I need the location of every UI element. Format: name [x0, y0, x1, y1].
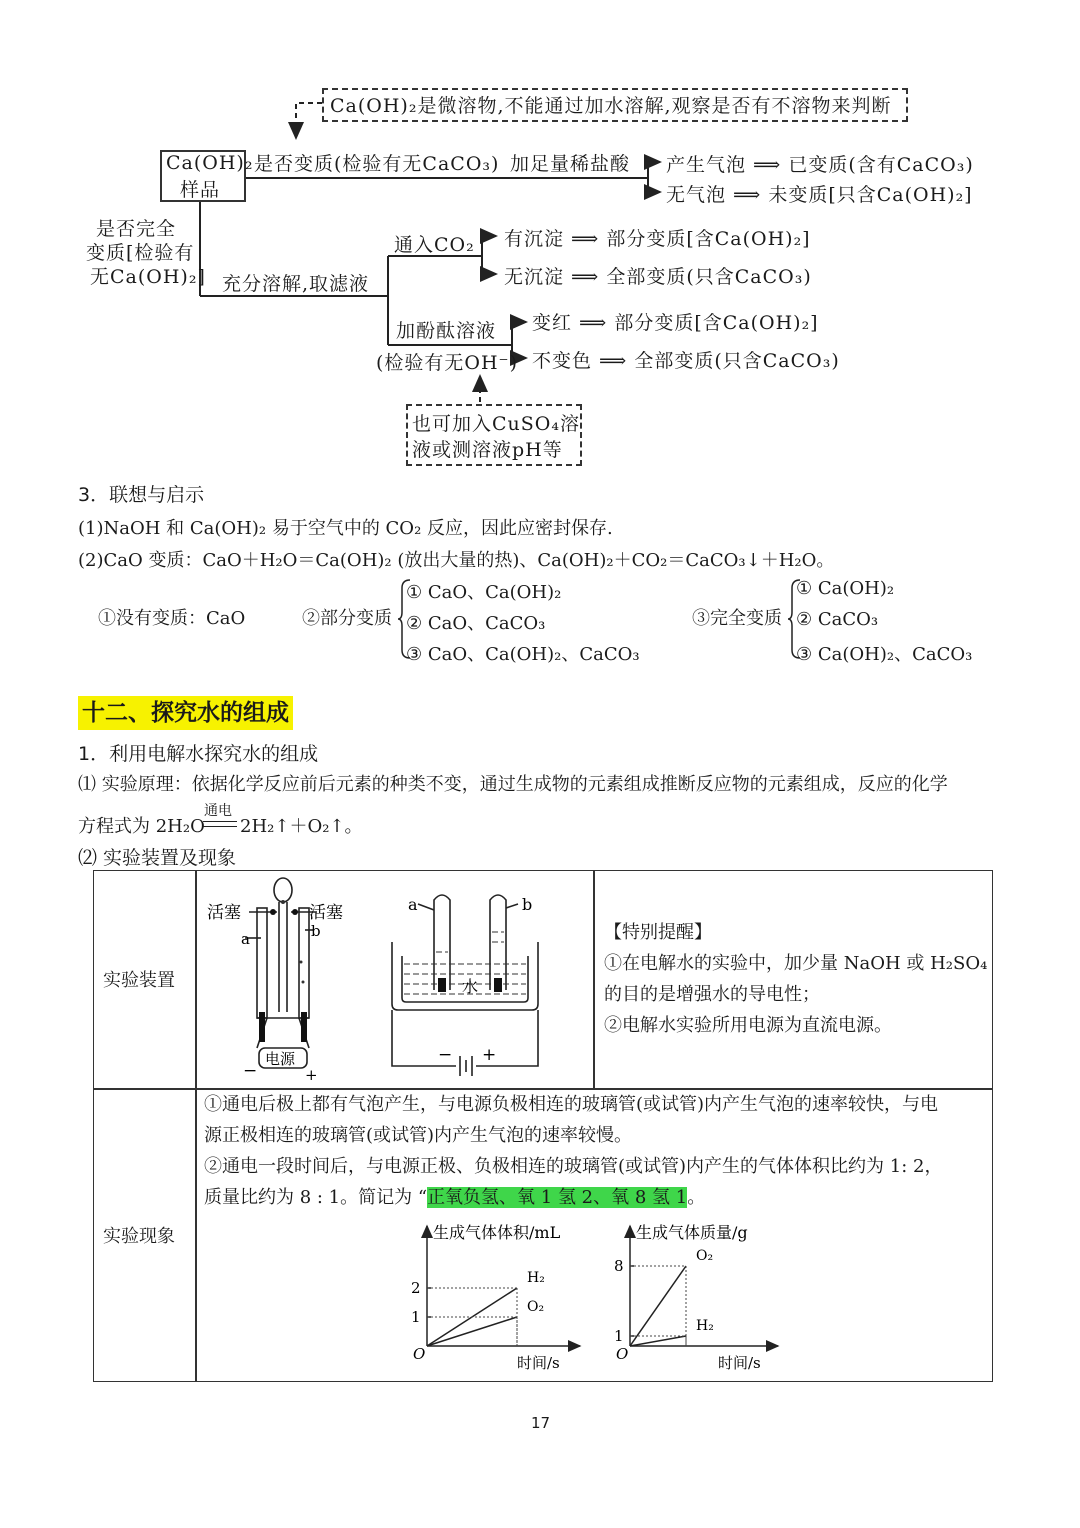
hofmann-apparatus: [205, 872, 355, 1086]
trough-label-a: a: [408, 895, 418, 914]
mass-ytick-label-0: 1: [614, 1327, 624, 1345]
stopcock-left: 活塞: [207, 903, 241, 923]
page-number: 17: [531, 1414, 551, 1432]
add-phenol: 加酚酞溶液: [396, 320, 497, 342]
principle-line2a: 方程式为 2H₂O: [78, 816, 205, 837]
test-oh: (检验有无OH⁻): [376, 352, 519, 374]
table-reminder-divider: [593, 870, 595, 1088]
dissolve: 充分溶解,取滤液: [222, 273, 370, 295]
power-label: 电源: [265, 1050, 296, 1068]
reminder-3: ②电解水实验所用电源为直流电源。: [604, 1015, 892, 1036]
partial-item-1: ① CaO、Ca(OH)₂: [406, 582, 562, 603]
precip-result: 有沉淀 ⟹ 部分变质[含Ca(OH)₂]: [504, 228, 811, 250]
mass-ylabel: 生成气体质量/g: [636, 1223, 748, 1242]
volume-series-label-0: H₂: [527, 1270, 545, 1286]
volume-series-line-1: [427, 1317, 517, 1346]
table-col-divider: [195, 870, 197, 1382]
volume-ytick-label-1: 2: [411, 1279, 421, 1297]
note-bottom-2: 液或测溶液pH等: [412, 439, 563, 461]
complete-q-3: 无Ca(OH)₂]: [90, 266, 206, 288]
section12-title: 十二、探究水的组成: [78, 696, 293, 730]
no-precip-result: 无沉淀 ⟹ 全部变质(只含CaCO₃): [504, 266, 812, 288]
mass-series-line-1: [630, 1336, 686, 1346]
trough-water: 水: [462, 977, 479, 996]
hofmann-label-a: a: [241, 930, 250, 948]
sample-line1: Ca(OH)₂: [166, 152, 254, 174]
complete-item-2: ② CaCO₃: [796, 609, 879, 630]
section12-sub2: ⑵ 实验装置及现象: [78, 847, 237, 869]
mass-series-line-0: [630, 1266, 686, 1346]
reminder-1: ①在电解水的实验中，加少量 NaOH 或 H₂SO₄: [604, 953, 988, 974]
volume-series-label-1: O₂: [527, 1299, 545, 1315]
mass-ytick-label-1: 8: [614, 1257, 624, 1275]
bubble-result: 产生气泡 ⟹ 已变质(含有CaCO₃): [666, 154, 974, 176]
add-co2: 通入CO₂: [394, 234, 475, 256]
trough-plus: +: [482, 1045, 497, 1065]
phenomenon-3: ②通电一段时间后，与电源正极、负极相连的玻璃管(或试管)内产生的气体体积比约为 1: 2，: [204, 1156, 943, 1177]
complete-item-3: ③ Ca(OH)₂、CaCO₃: [796, 644, 973, 665]
partial-item-3: ③ CaO、Ca(OH)₂、CaCO₃: [406, 644, 640, 665]
reminder-title: 【特别提醒】: [604, 922, 712, 943]
sample-line2: 样品: [180, 179, 221, 201]
row1-label: 实验装置: [103, 970, 175, 991]
volume-ytick-label-0: 1: [411, 1308, 421, 1326]
mass-origin: O: [616, 1345, 629, 1363]
trough-minus: −: [438, 1045, 453, 1065]
power-plus: +: [305, 1066, 318, 1084]
mass-series-label-0: O₂: [696, 1248, 714, 1264]
test-caco3: 是否变质(检验有无CaCO₃): [254, 153, 500, 175]
red-result: 变红 ⟹ 部分变质[含Ca(OH)₂]: [532, 312, 819, 334]
partial-label: ②部分变质: [302, 608, 392, 629]
add-acid: 加足量稀盐酸: [510, 153, 631, 175]
row2-label: 实验现象: [103, 1226, 175, 1247]
equation-sign: [203, 821, 237, 827]
section3-heading: 3．联想与启示: [78, 484, 205, 506]
principle-line2b: 2H₂↑＋O₂↑。: [240, 816, 363, 837]
complete-label: ③完全变质: [692, 608, 782, 629]
volume-origin: O: [413, 1345, 426, 1363]
partial-item-2: ② CaO、CaCO₃: [406, 613, 546, 634]
phenomenon-2: 源正极相连的玻璃管(或试管)内产生气泡的速率较慢。: [204, 1125, 633, 1146]
note-bottom-1: 也可加入CuSO₄溶: [412, 413, 580, 435]
equation-condition: 通电: [204, 803, 232, 819]
nochange-result: 不变色 ⟹ 全部变质(只含CaCO₃): [532, 350, 840, 372]
no-change: ①没有变质：CaO: [98, 608, 246, 629]
mass-series-label-1: H₂: [696, 1318, 714, 1334]
mnemonic-highlight: 正氧负氢、氧 1 氢 2、氧 8 氢 1: [427, 1187, 688, 1208]
phenomenon-4: [204, 1182, 705, 1213]
phenomenon-4b: 。: [687, 1187, 706, 1208]
stopcock-right: 活塞: [309, 903, 343, 923]
complete-q-1: 是否完全: [96, 218, 177, 240]
complete-q-2: 变质[检验有: [86, 242, 195, 264]
note-top: Ca(OH)₂是微溶物,不能通过加水溶解,观察是否有不溶物来判断: [330, 95, 892, 117]
reminder-2: 的目的是增强水的导电性；: [604, 984, 820, 1005]
section3-line1: (1)NaOH 和 Ca(OH)₂ 易于空气中的 CO₂ 反应，因此应密封保存.: [78, 518, 613, 539]
principle-line1: ⑴ 实验原理：依据化学反应前后元素的种类不变，通过生成物的元素组成推断反应物的元素组成，反应的化学: [78, 774, 948, 795]
mass-chart: [598, 1216, 798, 1376]
no-bubble-result: 无气泡 ⟹ 未变质[只含Ca(OH)₂]: [666, 184, 973, 206]
volume-ylabel: 生成气体体积/mL: [433, 1223, 561, 1242]
mass-xlabel: 时间/s: [718, 1354, 761, 1372]
phenomenon-1: ①通电后极上都有气泡产生，与电源负极相连的玻璃管(或试管)内产生气泡的速率较快，与电: [204, 1094, 939, 1115]
power-minus: −: [243, 1061, 258, 1081]
volume-xlabel: 时间/s: [517, 1354, 560, 1372]
complete-item-1: ① Ca(OH)₂: [796, 578, 895, 599]
section12-sub1: 1．利用电解水探究水的组成: [78, 743, 319, 765]
hofmann-label-b: b: [311, 922, 321, 940]
section3-line2: (2)CaO 变质：CaO＋H₂O＝Ca(OH)₂ (放出大量的热)、Ca(OH)₂＋CO₂＝CaCO₃↓＋H₂O。: [78, 550, 835, 571]
trough-label-b: b: [522, 895, 533, 914]
volume-chart: [395, 1216, 600, 1376]
phenomenon-4a: 质量比约为 8 : 1。简记为 “: [204, 1187, 428, 1208]
trough-apparatus: [378, 886, 558, 1082]
